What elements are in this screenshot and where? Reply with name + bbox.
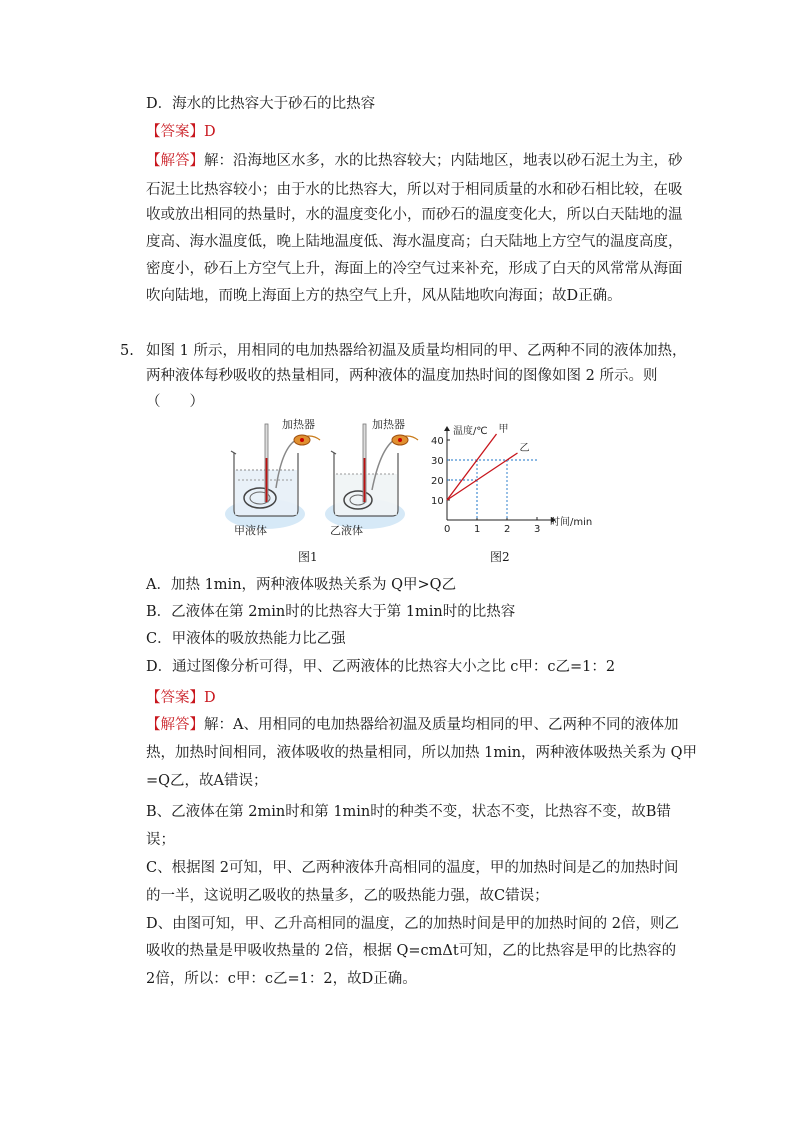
beaker-1 <box>225 424 320 529</box>
question-stem-line-3: （ ） <box>146 394 204 410</box>
prev-explanation-line-2: 石泥土比热容较小；由于水的比热容大，所以对于相同质量的水和砂石相比较，在吸 <box>146 182 683 198</box>
explanation-line-9: 吸收的热量是甲吸收热量的 2倍，根据 Q=cmΔt可知，乙的比热容是甲的比热容的 <box>146 943 677 959</box>
y-tick-label: 10 <box>431 496 444 507</box>
explanation-line-6: C、根据图 2可知，甲、乙两种液体升高相同的温度，甲的加热时间是乙的加热时间 <box>146 860 679 876</box>
explanation-line-4: B、乙液体在第 2min时和第 1min时的种类不变，状态不变，比热容不变，故B错 <box>146 804 671 820</box>
prev-answer: 【答案】D <box>146 124 216 140</box>
prev-explanation-text-1: 解：沿海地区水多，水的比热容较大；内陆地区，地表以砂石泥土为主，砂 <box>204 153 683 169</box>
figure-block <box>220 418 605 568</box>
prev-explanation-line-5: 密度小，砂石上方空气上升，海面上的冷空气过来补充，形成了白天的风常常从海面 <box>146 261 683 277</box>
option-b: B．乙液体在第 2min时的比热容大于第 1min时的比热容 <box>146 604 516 620</box>
series-label: 甲 <box>498 424 509 435</box>
y-tick-label: 40 <box>431 436 444 447</box>
prev-explanation-line-3: 收或放出相同的热量时，水的温度变化小，而砂石的温度变化大，所以白天陆地的温 <box>146 207 683 223</box>
explanation-line-8: D、由图可知，甲、乙升高相同的温度，乙的加热时间是甲的加热时间的 2倍，则乙 <box>146 916 679 932</box>
question-number: 5. <box>120 343 134 359</box>
question-stem-line-2: 两种液体每秒吸收的热量相同，两种液体的温度加热时间的图像如图 2 所示。则 <box>146 368 658 384</box>
explanation-text-1: 解：A、用相同的电加热器给初温及质量均相同的甲、乙两种不同的液体加 <box>204 717 679 733</box>
series-label: 乙 <box>519 443 530 454</box>
explanation-line-10: 2倍，所以：c甲：c乙=1：2，故D正确。 <box>146 971 417 987</box>
option-d: D．通过图像分析可得，甲、乙两液体的比热容大小之比 c甲：c乙=1：2 <box>146 659 616 675</box>
figure-2-caption: 图2 <box>490 550 510 564</box>
y-tick-label: 30 <box>431 456 444 467</box>
heater-label-2: 加热器 <box>372 418 405 431</box>
explanation-line-2: 热，加热时间相同，液体吸收的热量相同，所以加热 1min，两种液体吸热关系为 Q甲 <box>146 745 698 761</box>
explanation-line-3: =Q乙，故A错误； <box>146 773 268 789</box>
liquid-label-2: 乙液体 <box>330 524 363 537</box>
figure-1-caption: 图1 <box>298 550 318 564</box>
heater-label-1: 加热器 <box>282 418 315 431</box>
prev-option-d: D．海水的比热容大于砂石的比热容 <box>146 96 376 112</box>
explanation-line-7: 的一半，这说明乙吸收的热量多，乙的吸热能力强，故C错误； <box>146 888 549 904</box>
series-line-jia <box>447 434 497 500</box>
y-axis-arrow <box>444 426 450 431</box>
y-tick-label: 20 <box>431 476 444 487</box>
x-tick-label: 1 <box>474 524 481 535</box>
option-c: C．甲液体的吸放热能力比乙强 <box>146 631 346 647</box>
x-tick-label: 2 <box>504 524 511 535</box>
prev-explanation-line-6: 吹向陆地，而晚上海面上方的热空气上升，风从陆地吹向海面；故D正确。 <box>146 288 622 304</box>
explanation-label: 【解答】 <box>146 717 204 733</box>
question-stem-line-1: 如图 1 所示，用相同的电加热器给初温及质量均相同的甲、乙两种不同的液体加热， <box>146 343 687 359</box>
figure-1-illustration <box>220 418 420 543</box>
explanation-line-5: 误； <box>146 832 175 848</box>
prev-explanation-label: 【解答】 <box>146 153 204 169</box>
prev-explanation-line-1 <box>146 151 683 171</box>
x-tick-label: 3 <box>534 524 541 535</box>
y-axis-label: 温度/℃ <box>453 426 488 437</box>
answer: 【答案】D <box>146 690 216 706</box>
x-tick-label: 0 <box>444 524 451 535</box>
liquid-label-1: 甲液体 <box>234 524 267 537</box>
option-a: A．加热 1min，两种液体吸热关系为 Q甲>Q乙 <box>146 577 457 593</box>
x-axis-label: 时间/min <box>550 517 593 528</box>
prev-explanation-line-4: 度高、海水温度低，晚上陆地温度低、海水温度高；白天陆地上方空气的温度高度， <box>146 234 683 250</box>
beaker-2 <box>325 424 418 529</box>
explanation-line-1 <box>146 715 678 735</box>
figure-2-chart <box>425 418 605 543</box>
